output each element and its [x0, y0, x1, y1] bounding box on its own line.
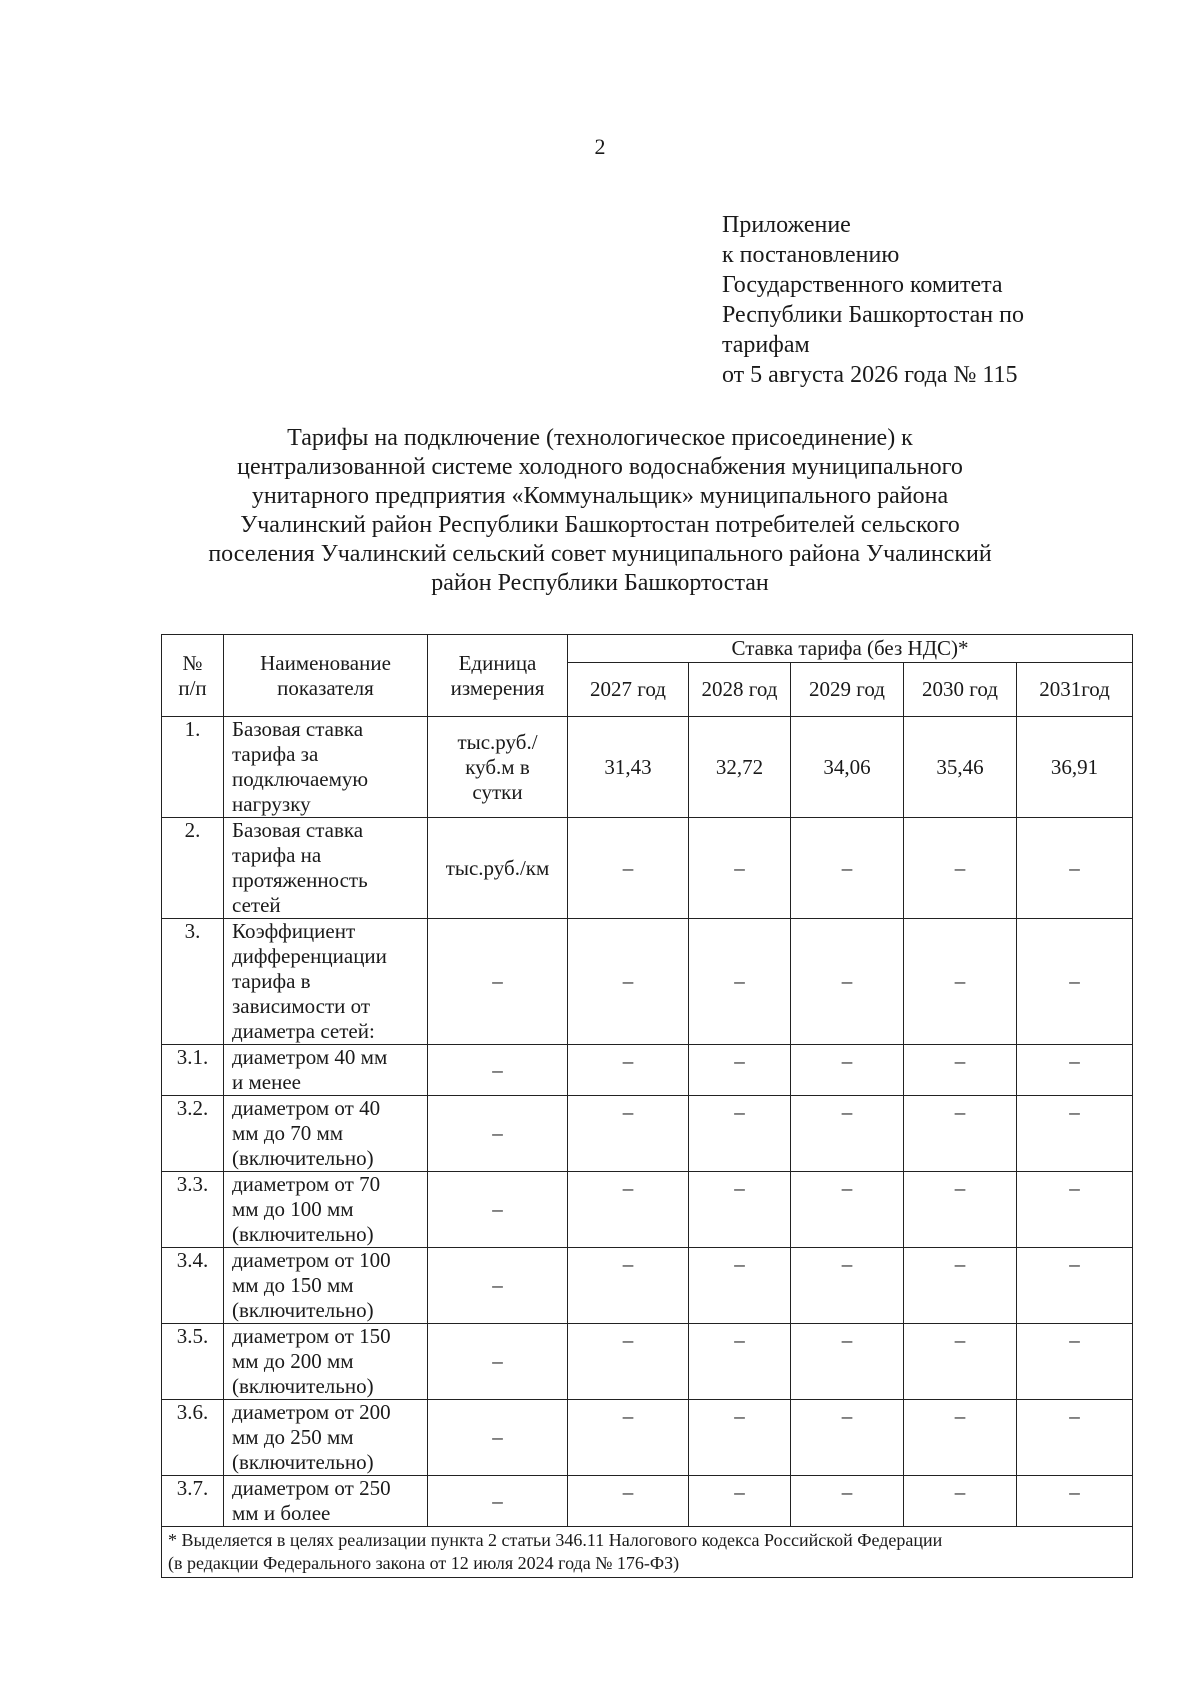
row-value: –	[1017, 1172, 1133, 1248]
row-number: 3.5.	[162, 1324, 224, 1400]
row-value: –	[1017, 1476, 1133, 1527]
row-value: –	[689, 1096, 791, 1172]
header-year: 2028 год	[689, 663, 791, 717]
row-indicator-name: диаметром от 250 мм и более	[224, 1476, 428, 1527]
table-row	[162, 1172, 1133, 1248]
row-unit: –	[428, 1400, 568, 1476]
row-number: 1.	[162, 717, 224, 818]
table-row	[162, 818, 1133, 919]
row-number: 3.4.	[162, 1248, 224, 1324]
row-unit: тыс.руб./км	[428, 818, 568, 919]
row-value: 34,06	[791, 717, 904, 818]
page-number: 2	[594, 134, 606, 159]
row-number: 3.1.	[162, 1045, 224, 1096]
row-indicator-name: Коэффициент дифференциации тарифа в зависимости от диаметра сетей:	[224, 919, 428, 1045]
table-row	[162, 1045, 1133, 1096]
row-value: –	[791, 1324, 904, 1400]
row-value: –	[689, 1400, 791, 1476]
row-value: –	[791, 1172, 904, 1248]
header-unit: Единица измерения	[428, 635, 568, 717]
appendix-line: Приложение	[722, 212, 851, 238]
row-value: –	[1017, 1248, 1133, 1324]
appendix-line: тарифам	[722, 332, 810, 358]
header-rate: Ставка тарифа (без НДС)*	[568, 635, 1133, 663]
row-value: –	[791, 1400, 904, 1476]
table-row	[162, 1476, 1133, 1527]
row-value: –	[689, 1248, 791, 1324]
header-year: 2027 год	[568, 663, 689, 717]
row-value: –	[904, 1248, 1017, 1324]
appendix-line: Государственного комитета	[722, 272, 1003, 298]
row-indicator-name: диаметром 40 мм и менее	[224, 1045, 428, 1096]
row-value: 36,91	[1017, 717, 1133, 818]
row-indicator-name: диаметром от 40 мм до 70 мм (включительно)	[224, 1096, 428, 1172]
header-year: 2029 год	[791, 663, 904, 717]
row-value: –	[791, 1096, 904, 1172]
row-value: –	[904, 1172, 1017, 1248]
title-line: Тарифы на подключение (технологическое присоединение) к	[287, 425, 913, 451]
title-line: унитарного предприятия «Коммунальщик» муниципального района	[251, 483, 949, 509]
row-unit: –	[428, 1248, 568, 1324]
appendix-line: от 5 августа 2026 года № 115	[722, 362, 1018, 388]
row-value: –	[689, 1324, 791, 1400]
row-value: –	[904, 818, 1017, 919]
row-value: –	[791, 1045, 904, 1096]
title-line: Учалинский район Республики Башкортостан потребителей сельского	[240, 512, 960, 538]
row-number: 2.	[162, 818, 224, 919]
row-value: –	[568, 818, 689, 919]
document-title	[150, 424, 1050, 598]
table-row	[162, 1400, 1133, 1476]
row-value: –	[904, 1096, 1017, 1172]
tariff-table-body	[162, 717, 1133, 1527]
title-line: район Республики Башкортостан	[431, 570, 769, 596]
row-value: –	[689, 919, 791, 1045]
row-unit: –	[428, 1172, 568, 1248]
row-value: –	[791, 1476, 904, 1527]
row-unit: –	[428, 919, 568, 1045]
row-unit: –	[428, 1476, 568, 1527]
row-value: –	[1017, 1045, 1133, 1096]
row-value: –	[689, 818, 791, 919]
row-value: –	[1017, 818, 1133, 919]
row-value: –	[904, 919, 1017, 1045]
row-indicator-name: Базовая ставка тарифа за подключаемую нагрузку	[224, 717, 428, 818]
row-value: –	[568, 1172, 689, 1248]
row-value: –	[1017, 1324, 1133, 1400]
row-indicator-name: диаметром от 70 мм до 100 мм (включительно)	[224, 1172, 428, 1248]
table-row	[162, 717, 1133, 818]
row-value: –	[568, 919, 689, 1045]
title-line: поселения Учалинский сельский совет муниципального района Учалинский	[208, 541, 992, 567]
row-value: –	[791, 919, 904, 1045]
row-value: –	[1017, 919, 1133, 1045]
header-year: 2030 год	[904, 663, 1017, 717]
row-value: –	[568, 1096, 689, 1172]
row-number: 3.3.	[162, 1172, 224, 1248]
row-value: –	[791, 1248, 904, 1324]
row-indicator-name: диаметром от 200 мм до 250 мм (включительно)	[224, 1400, 428, 1476]
header-year: 2031год	[1017, 663, 1133, 717]
row-value: –	[904, 1324, 1017, 1400]
row-unit: –	[428, 1324, 568, 1400]
row-value: 31,43	[568, 717, 689, 818]
row-value: –	[568, 1324, 689, 1400]
appendix-block	[722, 210, 1024, 390]
row-value: –	[904, 1476, 1017, 1527]
row-value: –	[1017, 1400, 1133, 1476]
table-footnote: * Выделяется в целях реализации пункта 2 статьи 346.11 Налогового кодекса Российской Федерации (в редакции Федерального закона от 12 июля 2024 года № 176-ФЗ)	[162, 1527, 1133, 1578]
appendix-line: Республики Башкортостан по	[722, 302, 1024, 328]
row-value: –	[568, 1248, 689, 1324]
row-number: 3.7.	[162, 1476, 224, 1527]
row-indicator-name: Базовая ставка тарифа на протяженность сетей	[224, 818, 428, 919]
row-value: 35,46	[904, 717, 1017, 818]
row-value: –	[904, 1045, 1017, 1096]
row-value: –	[1017, 1096, 1133, 1172]
header-name: Наименование показателя	[224, 635, 428, 717]
row-unit: тыс.руб./ куб.м в сутки	[428, 717, 568, 818]
row-value: –	[689, 1476, 791, 1527]
table-row	[162, 1324, 1133, 1400]
table-row	[162, 1096, 1133, 1172]
row-value: –	[689, 1045, 791, 1096]
row-value: –	[904, 1400, 1017, 1476]
row-number: 3.6.	[162, 1400, 224, 1476]
row-value: –	[689, 1172, 791, 1248]
row-number: 3.2.	[162, 1096, 224, 1172]
table-row	[162, 919, 1133, 1045]
table-row	[162, 1248, 1133, 1324]
appendix-line: к постановлению	[722, 242, 900, 268]
row-unit: –	[428, 1045, 568, 1096]
tariff-table	[161, 634, 1133, 1578]
row-indicator-name: диаметром от 100 мм до 150 мм (включительно)	[224, 1248, 428, 1324]
row-value: –	[568, 1045, 689, 1096]
row-value: –	[791, 818, 904, 919]
row-value: –	[568, 1476, 689, 1527]
header-num: № п/п	[162, 635, 224, 717]
row-value: 32,72	[689, 717, 791, 818]
row-value: –	[568, 1400, 689, 1476]
title-line: централизованной системе холодного водоснабжения муниципального	[237, 454, 963, 480]
row-unit: –	[428, 1096, 568, 1172]
row-number: 3.	[162, 919, 224, 1045]
row-indicator-name: диаметром от 150 мм до 200 мм (включительно)	[224, 1324, 428, 1400]
